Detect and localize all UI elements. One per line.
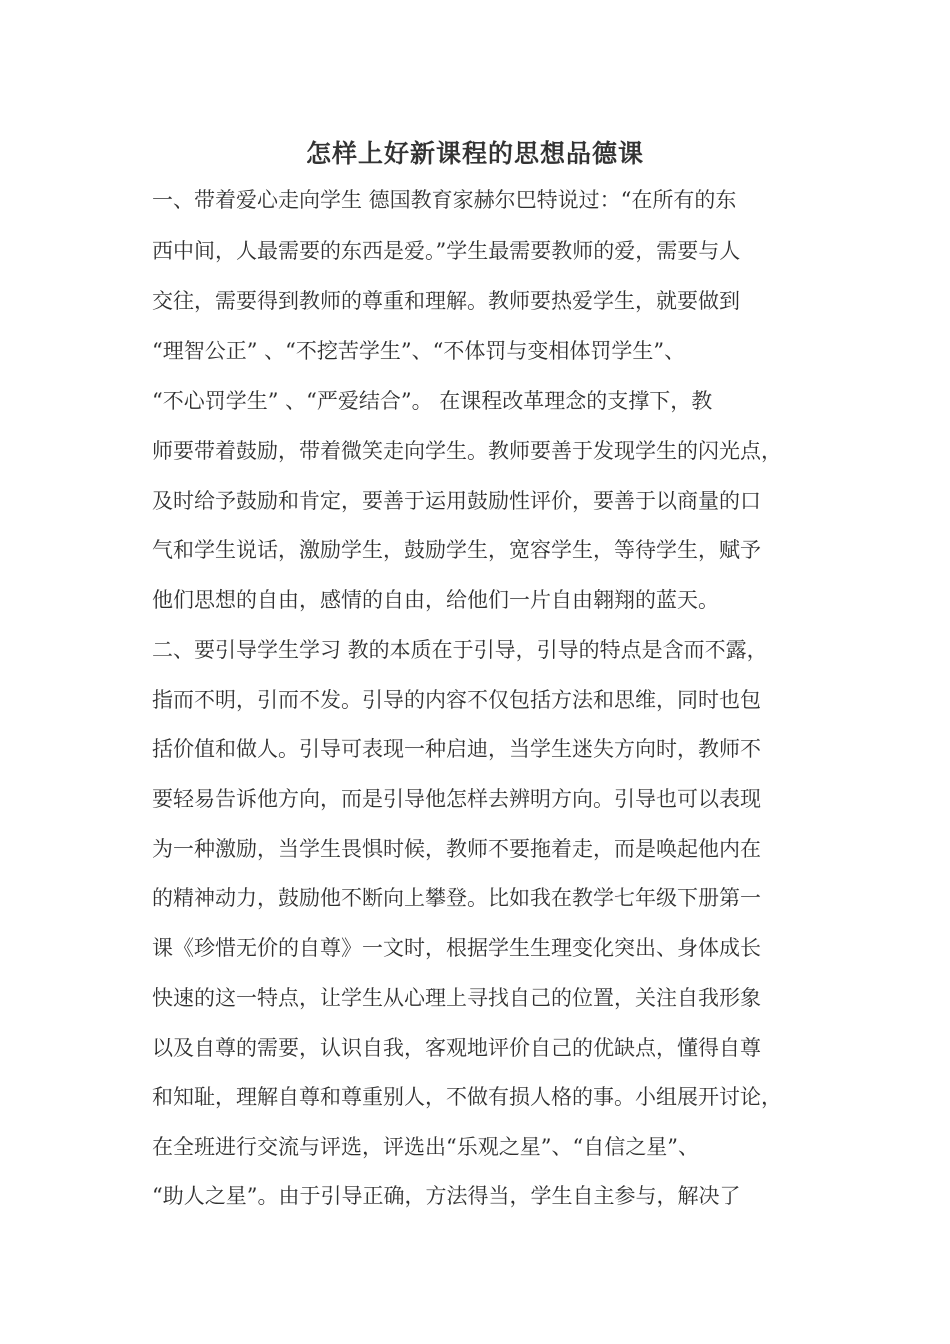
paragraph-line: 师要带着鼓励，带着微笑走向学生。教师要善于发现学生的闪光点，: [152, 439, 782, 463]
paragraph-line: 以及自尊的需要，认识自我，客观地评价自己的优缺点，懂得自尊: [152, 1036, 761, 1060]
paragraph-line: 西中间，人最需要的东西是爱。”学生最需要教师的爱，需要与人: [152, 239, 741, 263]
paragraph-line: 课《珍惜无价的自尊》一文时，根据学生生理变化突出、身体成长: [152, 936, 761, 960]
paragraph-line: 气和学生说话，激励学生，鼓励学生，宽容学生，等待学生，赋予: [152, 538, 761, 562]
paragraph-line: 在全班进行交流与评选，评选出“乐观之星”、“自信之星”、: [152, 1135, 699, 1159]
paragraph-line: 他们思想的自由，感情的自由，给他们一片自由翱翔的蓝天。: [152, 588, 719, 612]
paragraph-line: “不心罚学生” 、“严爱结合”。 在课程改革理念的支撑下，教: [152, 389, 713, 413]
paragraph-line: 交往，需要得到教师的尊重和理解。教师要热爱学生，就要做到: [152, 289, 740, 313]
paragraph-line: 的精神动力，鼓励他不断向上攀登。比如我在教学七年级下册第一: [152, 886, 761, 910]
paragraph-line: 指而不明，引而不发。引导的内容不仅包括方法和思维，同时也包: [152, 688, 761, 712]
paragraph-line: 括价值和做人。引导可表现一种启迪，当学生迷失方向时，教师不: [152, 737, 761, 761]
paragraph-line: 二、要引导学生学习 教的本质在于引导，引导的特点是含而不露，: [152, 638, 768, 662]
paragraph-line: 快速的这一特点，让学生从心理上寻找自己的位置，关注自我形象: [152, 986, 761, 1010]
document-title: 怎样上好新课程的思想品德课: [305, 139, 644, 168]
paragraph-line: 及时给予鼓励和肯定，要善于运用鼓励性评价，要善于以商量的口: [152, 489, 761, 513]
paragraph-line: 一、带着爱心走向学生 德国教育家赫尔巴特说过：“在所有的东: [152, 188, 737, 212]
paragraph-line: 和知耻，理解自尊和尊重别人，不做有损人格的事。小组展开讨论，: [152, 1085, 782, 1109]
paragraph-line: “理智公正” 、“不挖苦学生”、“不体罚与变相体罚学生”、: [152, 339, 686, 363]
paragraph-line: 要轻易告诉他方向，而是引导他怎样去辨明方向。引导也可以表现: [152, 787, 761, 811]
paragraph-line: “助人之星”。由于引导正确，方法得当，学生自主参与，解决了: [152, 1184, 741, 1208]
paragraph-line: 为一种激励，当学生畏惧时候，教师不要拖着走，而是唤起他内在: [152, 837, 761, 861]
